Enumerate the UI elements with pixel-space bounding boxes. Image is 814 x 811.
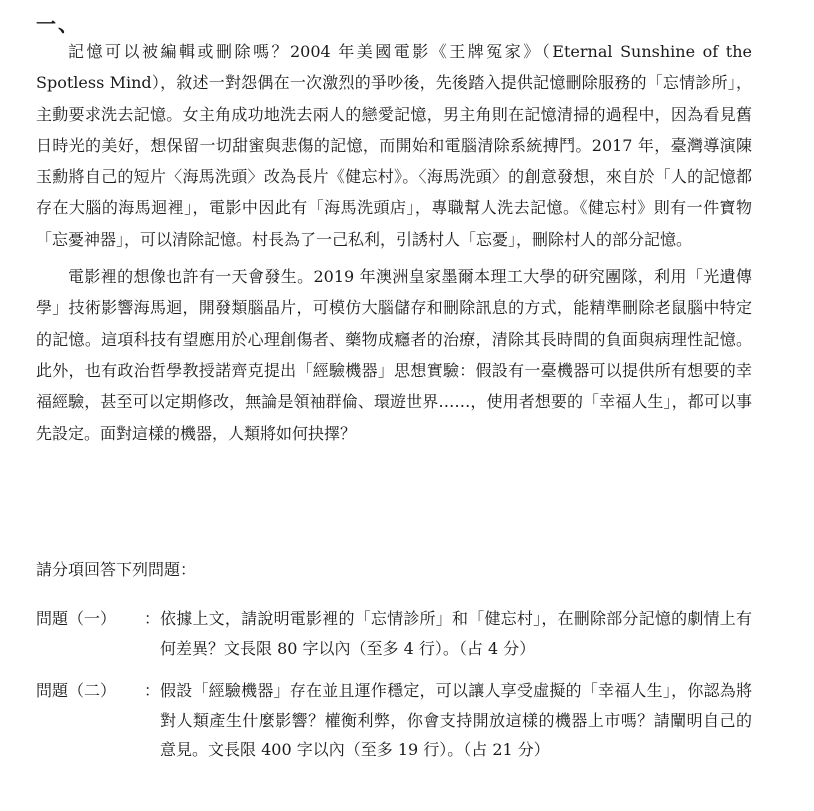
question-1-text: 依據上文，請說明電影裡的「忘情診所」和「健忘村」，在刪除部分記憶的劇情上有何差異？文長限 80 字以內（至多 4 行）。（占 4 分） [160,609,752,658]
reading-passage [36,36,752,455]
question-2-label: 問題（二） [36,681,117,700]
question-1-colon: ： [144,609,161,628]
question-2-text: 假設「經驗機器」存在並且運作穩定，可以讓人享受虛擬的「幸福人生」，你認為將對人類產生什麼影響？權衡利弊，你會支持開放這樣的機器上市嗎？請闡明自己的意見。文長限 400 字以內（至多 19 行）。（占 21 分） [160,681,752,759]
question-1 [36,604,752,663]
question-2 [36,676,752,765]
question-2-colon: ： [144,681,161,700]
passage-paragraph-2: 電影裡的想像也許有一天會發生。2019 年澳洲皇家墨爾本理工大學的研究團隊，利用「光遺傳學」技術影響海馬迴，開發類腦晶片，可模仿大腦儲存和刪除訊息的方式，能精準刪除老鼠腦中特定的記憶。這項科技有望應用於心理創傷者、藥物成癮者的治療，清除其長時間的負面與病理性記憶。此外，也有政治哲學教授諾齊克提出「經驗機器」思想實驗：假設有一臺機器可以提供所有想要的幸福經驗，甚至可以定期修改，無論是領袖群倫、環遊世界……，使用者想要的「幸福人生」，都可以事先設定。面對這樣的機器，人類將如何抉擇？ [36,267,752,443]
passage-paragraph-1: 記憶可以被編輯或刪除嗎？2004 年美國電影《王牌冤家》（Eternal Sunshine of the Spotless Mind），敘述一對怨偶在一次激烈的爭吵後，先後踏入提供記憶刪除服務的「忘情診所」，主動要求洗去記憶。女主角成功地洗去兩人的戀愛記憶，男主角則在記憶清掃的過程中，因為看見舊日時光的美好，想保留一切甜蜜與悲傷的記憶，而開始和電腦清除系統搏鬥。2017 年，臺灣導演陳玉勳將自己的短片〈海馬洗頭〉改為長片《健忘村》。〈海馬洗頭〉的創意發想，來自於「人的記憶都存在大腦的海馬迴裡」，電影中因此有「海馬洗頭店」，專職幫人洗去記憶。《健忘村》則有一件寶物「忘憂神器」，可以清除記憶。村長為了一己私利，引誘村人「忘憂」，刪除村人的部分記憶。 [36,42,752,249]
section-number: 一、 [36,12,80,36]
instruction-text: 請分項回答下列問題： [36,560,197,579]
question-1-label: 問題（一） [36,609,117,628]
